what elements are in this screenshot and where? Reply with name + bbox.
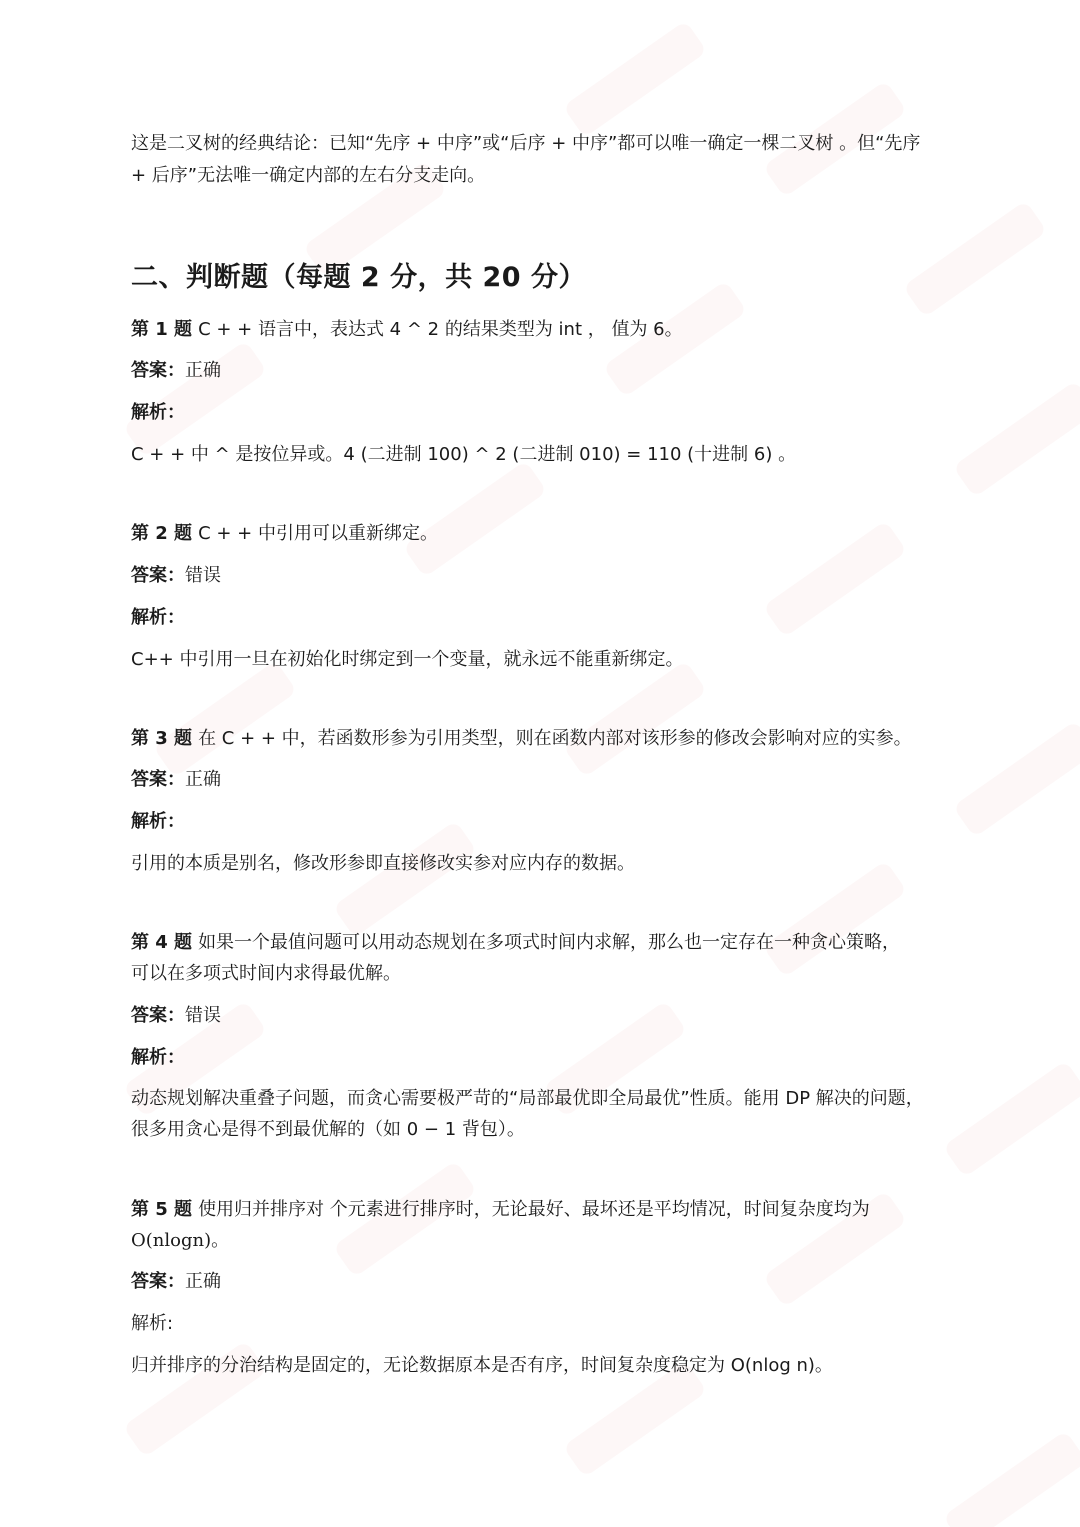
answer-value: 错误 bbox=[185, 565, 221, 586]
question-3-analysis: 引用的本质是别名，修改形参即直接修改实参对应内存的数据。 bbox=[131, 853, 635, 874]
intro-paragraph bbox=[131, 128, 961, 192]
watermark-mark bbox=[763, 860, 908, 977]
intro-line: + 后序”无法唯一确定内部的左右分支走向。 bbox=[131, 165, 486, 186]
intro-line: 这是二叉树的经典结论：已知“先序 + 中序”或“后序 + 中序”都可以唯一确定一棵二叉树 。但“先序 bbox=[131, 133, 921, 154]
question-4-analysis: 动态规划解决重叠子问题，而贪心需要极严苛的“局部最优即全局最优”性质。能用 DP 解决的问题， bbox=[131, 1088, 924, 1109]
question-3-answer bbox=[131, 764, 221, 795]
question-body: C + + 语言中，表达式 4 ^ 2 的结果类型为 int ， 值为 6。 bbox=[198, 319, 683, 340]
question-5-text-cont: O(nlogn)。 bbox=[131, 1230, 230, 1251]
watermark-mark bbox=[943, 1430, 1080, 1527]
question-body: 使用归并排序对 个元素进行排序时，无论最好、最坏还是平均情况，时间复杂度均为 bbox=[198, 1199, 870, 1220]
analysis-label: 解析: bbox=[131, 1313, 174, 1334]
watermark-mark bbox=[943, 1060, 1080, 1177]
analysis-label: 解析： bbox=[131, 607, 185, 628]
watermark-mark bbox=[903, 200, 1048, 317]
question-number: 第 5 题 bbox=[131, 1199, 193, 1220]
analysis-label: 解析： bbox=[131, 402, 185, 423]
answer-value: 正确 bbox=[185, 769, 221, 790]
watermark-mark bbox=[563, 660, 708, 777]
answer-value: 错误 bbox=[185, 1005, 221, 1026]
question-2-answer bbox=[131, 560, 221, 591]
answer-label: 答案： bbox=[131, 360, 185, 381]
question-4-text bbox=[131, 927, 900, 958]
question-3-text bbox=[131, 723, 912, 754]
question-1-analysis: C + + 中 ^ 是按位异或。4 (二进制 100) ^ 2 (二进制 010) = 110 (十进制 6) 。 bbox=[131, 444, 797, 465]
analysis-label: 解析： bbox=[131, 1047, 185, 1068]
analysis-label: 解析： bbox=[131, 811, 185, 832]
answer-label: 答案： bbox=[131, 565, 185, 586]
question-1-text bbox=[131, 314, 683, 345]
question-5-text bbox=[131, 1194, 870, 1225]
question-body: 如果一个最值问题可以用动态规划在多项式时间内求解，那么也一定存在一种贪心策略， bbox=[198, 932, 901, 953]
question-4-answer bbox=[131, 1000, 221, 1031]
watermark-mark bbox=[333, 820, 478, 937]
question-number: 第 4 题 bbox=[131, 932, 193, 953]
answer-value: 正确 bbox=[185, 360, 221, 381]
question-number: 第 2 题 bbox=[131, 523, 193, 544]
question-2-analysis: C++ 中引用一旦在初始化时绑定到一个变量，就永远不能重新绑定。 bbox=[131, 649, 684, 670]
answer-label: 答案： bbox=[131, 1005, 185, 1026]
watermark-mark bbox=[153, 660, 298, 777]
question-4-text-cont: 可以在多项式时间内求得最优解。 bbox=[131, 963, 401, 984]
question-5-answer bbox=[131, 1266, 221, 1297]
watermark-mark bbox=[763, 520, 908, 637]
answer-label: 答案： bbox=[131, 1271, 185, 1292]
question-number: 第 3 题 bbox=[131, 728, 193, 749]
watermark-mark bbox=[953, 720, 1080, 837]
question-5-analysis: 归并排序的分治结构是固定的，无论数据原本是否有序，时间复杂度稳定为 O(nlog n)。 bbox=[131, 1355, 833, 1376]
question-body: 在 C + + 中，若函数形参为引用类型，则在函数内部对该形参的修改会影响对应的实参。 bbox=[198, 728, 912, 749]
question-1-answer bbox=[131, 355, 221, 386]
answer-value: 正确 bbox=[185, 1271, 221, 1292]
question-2-text bbox=[131, 518, 438, 549]
watermark-mark bbox=[953, 380, 1080, 497]
answer-label: 答案： bbox=[131, 769, 185, 790]
question-body: C + + 中引用可以重新绑定。 bbox=[198, 523, 438, 544]
section-title: 二、判断题（每题 2 分，共 20 分） bbox=[131, 262, 586, 293]
watermark-mark bbox=[563, 20, 708, 137]
question-number: 第 1 题 bbox=[131, 319, 193, 340]
question-4-analysis-cont: 很多用贪心是得不到最优解的（如 0 − 1 背包）。 bbox=[131, 1119, 525, 1140]
